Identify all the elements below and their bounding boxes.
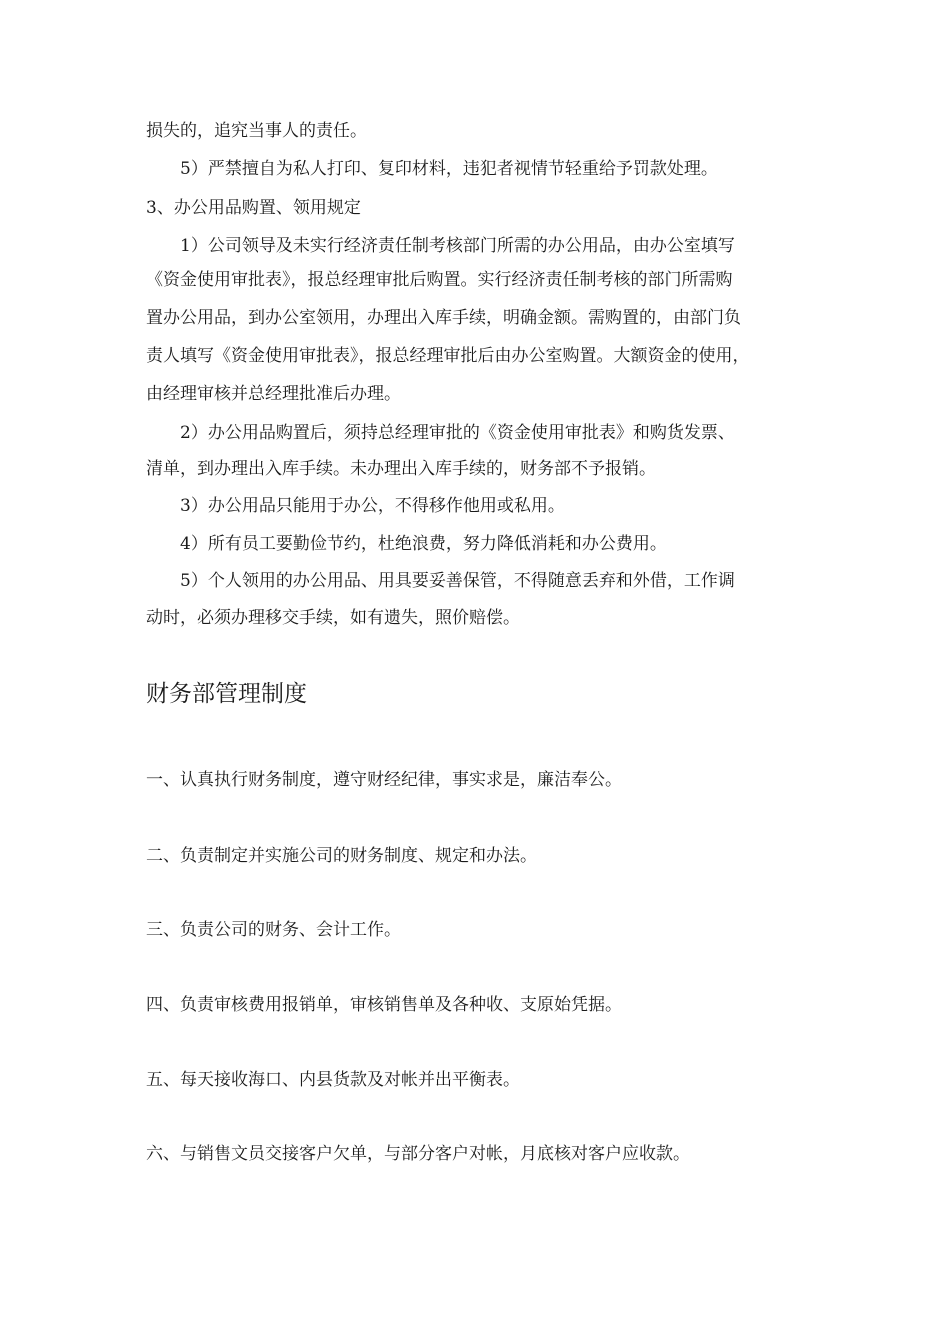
list-item: 六、与销售文员交接客户欠单，与部分客户对帐，月底核对客户应收款。	[146, 1144, 690, 1164]
paragraph-line: 5）严禁擅自为私人打印、复印材料，违犯者视情节轻重给予罚款处理。	[180, 159, 718, 179]
paragraph-line: 4）所有员工要勤俭节约，杜绝浪费，努力降低消耗和办公费用。	[180, 534, 667, 554]
list-item: 一、认真执行财务制度，遵守财经纪律，事实求是，廉洁奉公。	[146, 770, 622, 790]
list-item: 二、负责制定并实施公司的财务制度、规定和办法。	[146, 846, 537, 866]
paragraph-line: 1）公司领导及未实行经济责任制考核部门所需的办公用品，由办公室填写	[180, 236, 735, 256]
paragraph-line: 5）个人领用的办公用品、用具要妥善保管，不得随意丢弃和外借，工作调	[180, 571, 735, 591]
paragraph-line: 动时，必须办理移交手续，如有遗失，照价赔偿。	[146, 608, 520, 628]
list-item: 五、每天接收海口、内县货款及对帐并出平衡表。	[146, 1070, 520, 1090]
section-title: 财务部管理制度	[146, 681, 307, 707]
paragraph-line: 损失的，追究当事人的责任。	[146, 121, 367, 141]
paragraph-line: 由经理审核并总经理批准后办理。	[146, 384, 401, 404]
paragraph-line: 置办公用品，到办公室领用，办理出入库手续，明确金额。需购置的，由部门负	[146, 308, 741, 328]
paragraph-line: 2）办公用品购置后，须持总经理审批的《资金使用审批表》和购货发票、	[180, 423, 735, 443]
subsection-heading: 3、办公用品购置、领用规定	[146, 198, 361, 218]
paragraph-line: 责人填写《资金使用审批表》，报总经理审批后由办公室购置。大额资金的使用，	[146, 346, 750, 366]
list-item: 四、负责审核费用报销单，审核销售单及各种收、支原始凭据。	[146, 995, 622, 1015]
list-item: 三、负责公司的财务、会计工作。	[146, 920, 401, 940]
paragraph-line: 清单，到办理出入库手续。未办理出入库手续的，财务部不予报销。	[146, 459, 656, 479]
paragraph-line: 3）办公用品只能用于办公，不得移作他用或私用。	[180, 496, 565, 516]
paragraph-line: 《资金使用审批表》，报总经理审批后购置。实行经济责任制考核的部门所需购	[146, 270, 733, 290]
